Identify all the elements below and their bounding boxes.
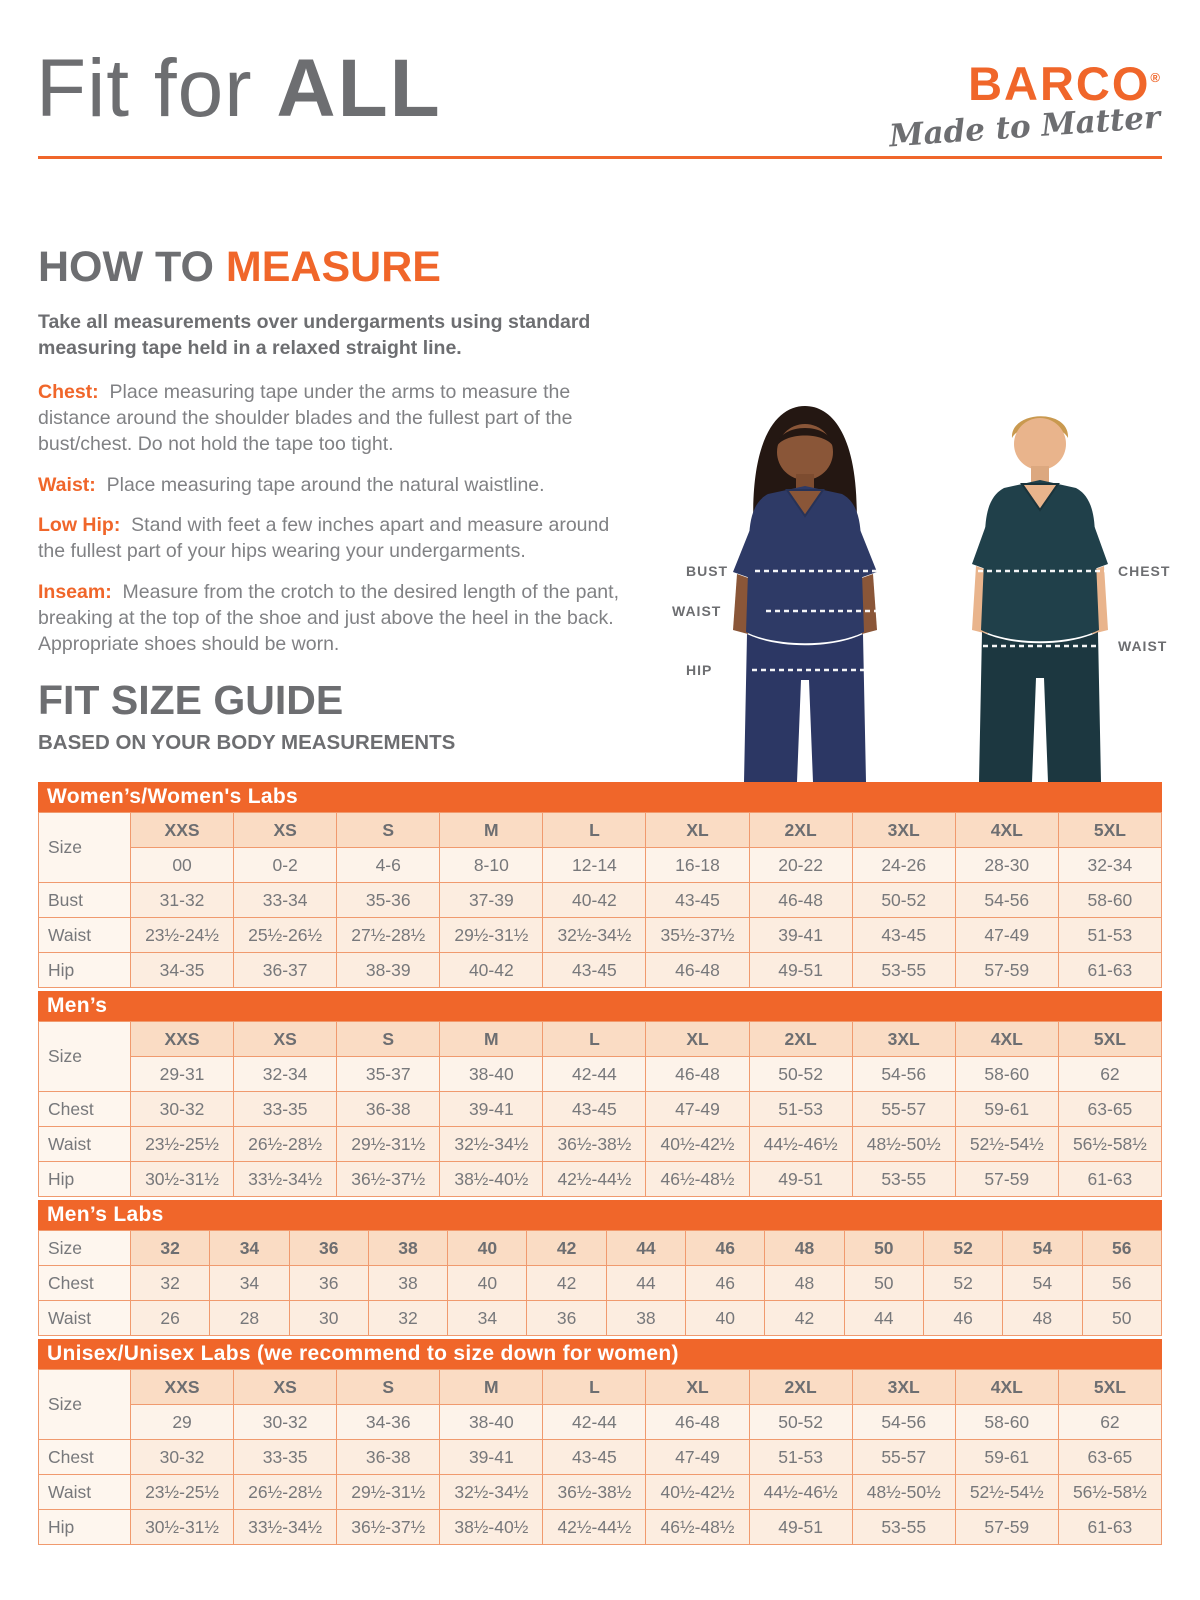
table-row-label: Chest: [39, 1440, 131, 1475]
table-cell: 16-18: [646, 848, 749, 883]
measure-instruction: [38, 579, 630, 658]
header-divider: [38, 156, 1162, 159]
table-cell: 23½-24½: [131, 918, 234, 953]
hip-measure-label: HIP: [686, 662, 713, 678]
table-cell: 56½-58½: [1058, 1127, 1161, 1162]
table-cell: 35-36: [337, 883, 440, 918]
table-cell: 12-14: [543, 848, 646, 883]
table-cell: 29: [131, 1405, 234, 1440]
measure-term: Low Hip:: [38, 513, 121, 536]
table-cell: 20-22: [749, 848, 852, 883]
size-column-header: 3XL: [852, 813, 955, 848]
table-cell: 50-52: [852, 883, 955, 918]
size-column-header: 2XL: [749, 813, 852, 848]
table-header-row: [39, 813, 1162, 848]
table-cell: 55-57: [852, 1440, 955, 1475]
table-cell: 33½-34½: [234, 1510, 337, 1545]
table-cell: 58-60: [955, 1405, 1058, 1440]
size-column-header: 38: [368, 1231, 447, 1266]
registered-mark-icon: ®: [1150, 70, 1160, 85]
table-cell: 52½-54½: [955, 1127, 1058, 1162]
table-cell: 32½-34½: [440, 1127, 543, 1162]
fit-size-guide-header: [38, 677, 456, 755]
table-cell: 46½-48½: [646, 1510, 749, 1545]
table-cell: 63-65: [1058, 1092, 1161, 1127]
table-cell: 35½-37½: [646, 918, 749, 953]
size-column-header: M: [440, 813, 543, 848]
table-row-label: Waist: [39, 1301, 131, 1336]
size-table: [38, 812, 1162, 988]
table-cell: 44: [844, 1301, 923, 1336]
table-cell: 59-61: [955, 1440, 1058, 1475]
table-cell: 47-49: [646, 1440, 749, 1475]
table-cell: 30-32: [234, 1405, 337, 1440]
table-cell: 47-49: [646, 1092, 749, 1127]
table-cell: 43-45: [543, 953, 646, 988]
table-row-label: Chest: [39, 1266, 131, 1301]
size-column-header: L: [543, 1022, 646, 1057]
table-row: [39, 1440, 1162, 1475]
table-row: [39, 1162, 1162, 1197]
table-cell: 38-39: [337, 953, 440, 988]
size-column-header: 3XL: [852, 1022, 955, 1057]
measure-instruction: [38, 512, 630, 565]
table-cell: 39-41: [440, 1440, 543, 1475]
table-cell: 33-35: [234, 1440, 337, 1475]
table-cell: 48½-50½: [852, 1475, 955, 1510]
table-cell: 39-41: [749, 918, 852, 953]
table-cell: 38-40: [440, 1405, 543, 1440]
table-cell: 39-41: [440, 1092, 543, 1127]
table-cell: 43-45: [646, 883, 749, 918]
measure-text: Measure from the crotch to the desired length of the pant, breaking at the top of the shoe and just above the heel in the back. Appropriate shoes should be worn.: [38, 580, 619, 656]
table-cell: 58-60: [955, 1057, 1058, 1092]
brand-wordmark: [889, 57, 1160, 110]
table-cell: 43-45: [543, 1092, 646, 1127]
size-column-header: 5XL: [1058, 1022, 1161, 1057]
table-row-label: Hip: [39, 953, 131, 988]
table-cell: 36-38: [337, 1440, 440, 1475]
brand-logo: [887, 57, 1161, 155]
size-column-header: 3XL: [852, 1370, 955, 1405]
measure-text: Place measuring tape under the arms to measure the distance around the shoulder blades and the fullest part of the bust/chest. Do not hold the tape too tight.: [38, 380, 573, 456]
table-cell: 46-48: [646, 1405, 749, 1440]
table-cell: 00: [131, 848, 234, 883]
table-cell: 44½-46½: [749, 1475, 852, 1510]
table-cell: 32: [131, 1266, 210, 1301]
table-cell: 31-32: [131, 883, 234, 918]
table-cell: 42-44: [543, 1405, 646, 1440]
table-cell: 38-40: [440, 1057, 543, 1092]
fit-size-guide-subtitle: BASED ON YOUR BODY MEASUREMENTS: [38, 731, 456, 754]
size-column-header: 46: [686, 1231, 765, 1266]
table-cell: 26½-28½: [234, 1475, 337, 1510]
table-cell: 57-59: [955, 1162, 1058, 1197]
table-cell: 34: [210, 1266, 289, 1301]
table-cell: 44½-46½: [749, 1127, 852, 1162]
table-cell: 33-34: [234, 883, 337, 918]
table-cell: 40½-42½: [646, 1475, 749, 1510]
size-column-header: XL: [646, 813, 749, 848]
table-row: [39, 1405, 1162, 1440]
size-column-header: M: [440, 1022, 543, 1057]
how-to-measure-section: [38, 243, 630, 671]
table-cell: 30: [289, 1301, 368, 1336]
table-cell: 40: [448, 1266, 527, 1301]
table-cell: 46-48: [646, 1057, 749, 1092]
table-row: [39, 1510, 1162, 1545]
table-cell: 32-34: [234, 1057, 337, 1092]
size-column-header: 2XL: [749, 1022, 852, 1057]
size-column-header: 54: [1003, 1231, 1082, 1266]
table-cell: 48: [765, 1266, 844, 1301]
table-cell: 42-44: [543, 1057, 646, 1092]
table-cell: 36: [289, 1266, 368, 1301]
table-cell: 54-56: [852, 1057, 955, 1092]
table-row-label: Bust: [39, 883, 131, 918]
size-column-header: S: [337, 1022, 440, 1057]
table-cell: 29½-31½: [440, 918, 543, 953]
table-header-row: [39, 1022, 1162, 1057]
table-cell: 38½-40½: [440, 1510, 543, 1545]
table-cell: 52½-54½: [955, 1475, 1058, 1510]
table-cell: 56: [1082, 1266, 1161, 1301]
size-tables: [38, 782, 1162, 1545]
table-cell: 30½-31½: [131, 1510, 234, 1545]
table-cell: 30½-31½: [131, 1162, 234, 1197]
page-title-regular: Fit for: [36, 43, 253, 134]
table-cell: 42: [527, 1266, 606, 1301]
table-cell: 55-57: [852, 1092, 955, 1127]
bust-measure-label: BUST: [686, 563, 729, 579]
table-cell: 54-56: [955, 883, 1058, 918]
size-column-header: L: [543, 813, 646, 848]
heading-orange-part: MEASURE: [225, 243, 441, 291]
brand-tagline: Made to Matter: [887, 99, 1161, 155]
table-row: [39, 953, 1162, 988]
table-cell: 36½-37½: [337, 1510, 440, 1545]
table-cell: 26½-28½: [234, 1127, 337, 1162]
size-column-header: 5XL: [1058, 1370, 1161, 1405]
size-column-header: XS: [234, 1022, 337, 1057]
table-cell: 33-35: [234, 1092, 337, 1127]
table-cell: 43-45: [543, 1440, 646, 1475]
table-cell: 51-53: [749, 1092, 852, 1127]
table-cell: 49-51: [749, 1162, 852, 1197]
table-cell: 46: [686, 1266, 765, 1301]
table-title-band: Men’s: [38, 991, 1162, 1021]
size-column-header: 32: [131, 1231, 210, 1266]
table-cell: 53-55: [852, 953, 955, 988]
chest-measure-label: CHEST: [1118, 563, 1171, 579]
table-cell: 36: [527, 1301, 606, 1336]
size-column-header: M: [440, 1370, 543, 1405]
table-cell: 52: [923, 1266, 1002, 1301]
table-cell: 23½-25½: [131, 1127, 234, 1162]
table-cell: 58-60: [1058, 883, 1161, 918]
heading-gray-part: HOW TO: [38, 243, 214, 291]
table-title-band: Women’s/Women's Labs: [38, 782, 1162, 812]
table-title-band: Men’s Labs: [38, 1200, 1162, 1230]
table-cell: 38½-40½: [440, 1162, 543, 1197]
size-column-header: 4XL: [955, 813, 1058, 848]
measure-instruction: [38, 379, 630, 458]
table-row: [39, 1057, 1162, 1092]
table-cell: 53-55: [852, 1162, 955, 1197]
page-title-bold: ALL: [276, 43, 442, 134]
table-cell: 40-42: [543, 883, 646, 918]
table-cell: 29½-31½: [337, 1127, 440, 1162]
table-cell: 32: [368, 1301, 447, 1336]
woman-figure: [733, 406, 902, 782]
how-to-measure-heading: [38, 243, 630, 291]
size-column-header: 34: [210, 1231, 289, 1266]
table-row: [39, 1127, 1162, 1162]
table-cell: 42: [765, 1301, 844, 1336]
table-row: [39, 1475, 1162, 1510]
measurement-models-illustration: [650, 380, 1200, 782]
table-cell: 42½-44½: [543, 1162, 646, 1197]
table-cell: 30-32: [131, 1092, 234, 1127]
table-cell: 53-55: [852, 1510, 955, 1545]
table-cell: 30-32: [131, 1440, 234, 1475]
size-row-label: Size: [39, 813, 131, 883]
table-cell: 29-31: [131, 1057, 234, 1092]
table-row-label: Waist: [39, 918, 131, 953]
table-cell: 57-59: [955, 953, 1058, 988]
size-table: [38, 1021, 1162, 1197]
table-cell: 36-38: [337, 1092, 440, 1127]
table-title-band: Unisex/Unisex Labs (we recommend to size down for women): [38, 1339, 1162, 1369]
fit-size-guide-title: FIT SIZE GUIDE: [38, 677, 344, 723]
size-column-header: 5XL: [1058, 813, 1161, 848]
measure-term: Waist:: [38, 473, 96, 496]
size-column-header: XS: [234, 1370, 337, 1405]
table-cell: 37-39: [440, 883, 543, 918]
table-cell: 36-37: [234, 953, 337, 988]
table-cell: 44: [606, 1266, 685, 1301]
measure-text: Stand with feet a few inches apart and measure around the fullest part of your hips wearing your undergarments.: [38, 513, 610, 563]
table-cell: 24-26: [852, 848, 955, 883]
table-cell: 32½-34½: [543, 918, 646, 953]
table-cell: 62: [1058, 1405, 1161, 1440]
size-row-label: Size: [39, 1231, 131, 1266]
size-column-header: XXS: [131, 813, 234, 848]
table-cell: 46-48: [646, 953, 749, 988]
table-cell: 50-52: [749, 1057, 852, 1092]
size-column-header: 48: [765, 1231, 844, 1266]
table-row: [39, 883, 1162, 918]
table-cell: 34: [448, 1301, 527, 1336]
table-cell: 54: [1003, 1266, 1082, 1301]
table-cell: 36½-37½: [337, 1162, 440, 1197]
measure-text: Place measuring tape around the natural waistline.: [95, 473, 545, 496]
size-column-header: 4XL: [955, 1022, 1058, 1057]
table-cell: 56½-58½: [1058, 1475, 1161, 1510]
measure-intro: Take all measurements over undergarments using standard measuring tape held in a relaxed straight line.: [38, 311, 591, 360]
size-column-header: 36: [289, 1231, 368, 1266]
measure-instruction: [38, 472, 630, 498]
table-cell: 28-30: [955, 848, 1058, 883]
table-cell: 50: [844, 1266, 923, 1301]
table-cell: 46-48: [749, 883, 852, 918]
size-column-header: XXS: [131, 1370, 234, 1405]
table-cell: 49-51: [749, 953, 852, 988]
table-cell: 63-65: [1058, 1440, 1161, 1475]
size-column-header: 42: [527, 1231, 606, 1266]
size-column-header: XXS: [131, 1022, 234, 1057]
size-row-label: Size: [39, 1022, 131, 1092]
table-cell: 50: [1082, 1301, 1161, 1336]
size-column-header: 44: [606, 1231, 685, 1266]
size-column-header: XS: [234, 813, 337, 848]
table-header-row: [39, 1370, 1162, 1405]
size-column-header: 52: [923, 1231, 1002, 1266]
man-figure: [960, 416, 1116, 782]
size-column-header: 50: [844, 1231, 923, 1266]
table-cell: 48½-50½: [852, 1127, 955, 1162]
waist-left-measure-label: WAIST: [672, 603, 722, 619]
table-cell: 34-35: [131, 953, 234, 988]
table-row-label: Hip: [39, 1510, 131, 1545]
brand-name-text: BARCO: [968, 57, 1151, 110]
table-cell: 61-63: [1058, 953, 1161, 988]
table-header-row: [39, 1231, 1162, 1266]
table-row: [39, 918, 1162, 953]
table-cell: 34-36: [337, 1405, 440, 1440]
table-cell: 38: [368, 1266, 447, 1301]
table-cell: 23½-25½: [131, 1475, 234, 1510]
size-column-header: L: [543, 1370, 646, 1405]
table-cell: 62: [1058, 1057, 1161, 1092]
table-row-label: Hip: [39, 1162, 131, 1197]
table-cell: 54-56: [852, 1405, 955, 1440]
size-column-header: 56: [1082, 1231, 1161, 1266]
table-cell: 40½-42½: [646, 1127, 749, 1162]
table-cell: 29½-31½: [337, 1475, 440, 1510]
size-column-header: 4XL: [955, 1370, 1058, 1405]
table-cell: 43-45: [852, 918, 955, 953]
models-svg: [650, 380, 1200, 782]
table-cell: 32½-34½: [440, 1475, 543, 1510]
table-cell: 61-63: [1058, 1510, 1161, 1545]
size-column-header: 2XL: [749, 1370, 852, 1405]
table-cell: 38: [606, 1301, 685, 1336]
measure-term: Chest:: [38, 380, 99, 403]
table-cell: 25½-26½: [234, 918, 337, 953]
table-cell: 40-42: [440, 953, 543, 988]
table-cell: 42½-44½: [543, 1510, 646, 1545]
table-cell: 59-61: [955, 1092, 1058, 1127]
table-cell: 4-6: [337, 848, 440, 883]
size-column-header: XL: [646, 1370, 749, 1405]
table-row: [39, 1301, 1162, 1336]
table-cell: 51-53: [749, 1440, 852, 1475]
table-cell: 36½-38½: [543, 1475, 646, 1510]
table-cell: 46½-48½: [646, 1162, 749, 1197]
measure-term: Inseam:: [38, 580, 112, 603]
table-cell: 46: [923, 1301, 1002, 1336]
measure-instructions-list: [38, 379, 630, 658]
size-column-header: S: [337, 813, 440, 848]
table-cell: 48: [1003, 1301, 1082, 1336]
size-table: [38, 1230, 1162, 1336]
table-row-label: Waist: [39, 1475, 131, 1510]
table-row-label: Chest: [39, 1092, 131, 1127]
size-table: [38, 1369, 1162, 1545]
table-cell: 61-63: [1058, 1162, 1161, 1197]
size-column-header: S: [337, 1370, 440, 1405]
table-cell: 50-52: [749, 1405, 852, 1440]
table-cell: 35-37: [337, 1057, 440, 1092]
table-row-label: Waist: [39, 1127, 131, 1162]
page-title: [36, 43, 442, 134]
table-cell: 36½-38½: [543, 1127, 646, 1162]
table-cell: 51-53: [1058, 918, 1161, 953]
size-row-label: Size: [39, 1370, 131, 1440]
table-cell: 27½-28½: [337, 918, 440, 953]
table-row: [39, 1092, 1162, 1127]
size-column-header: XL: [646, 1022, 749, 1057]
table-cell: 28: [210, 1301, 289, 1336]
waist-right-measure-label: WAIST: [1118, 638, 1168, 654]
table-cell: 8-10: [440, 848, 543, 883]
size-column-header: 40: [448, 1231, 527, 1266]
table-cell: 49-51: [749, 1510, 852, 1545]
table-row: [39, 1266, 1162, 1301]
table-cell: 26: [131, 1301, 210, 1336]
table-cell: 40: [686, 1301, 765, 1336]
table-cell: 47-49: [955, 918, 1058, 953]
table-cell: 57-59: [955, 1510, 1058, 1545]
table-cell: 32-34: [1058, 848, 1161, 883]
table-cell: 0-2: [234, 848, 337, 883]
table-row: [39, 848, 1162, 883]
table-cell: 33½-34½: [234, 1162, 337, 1197]
